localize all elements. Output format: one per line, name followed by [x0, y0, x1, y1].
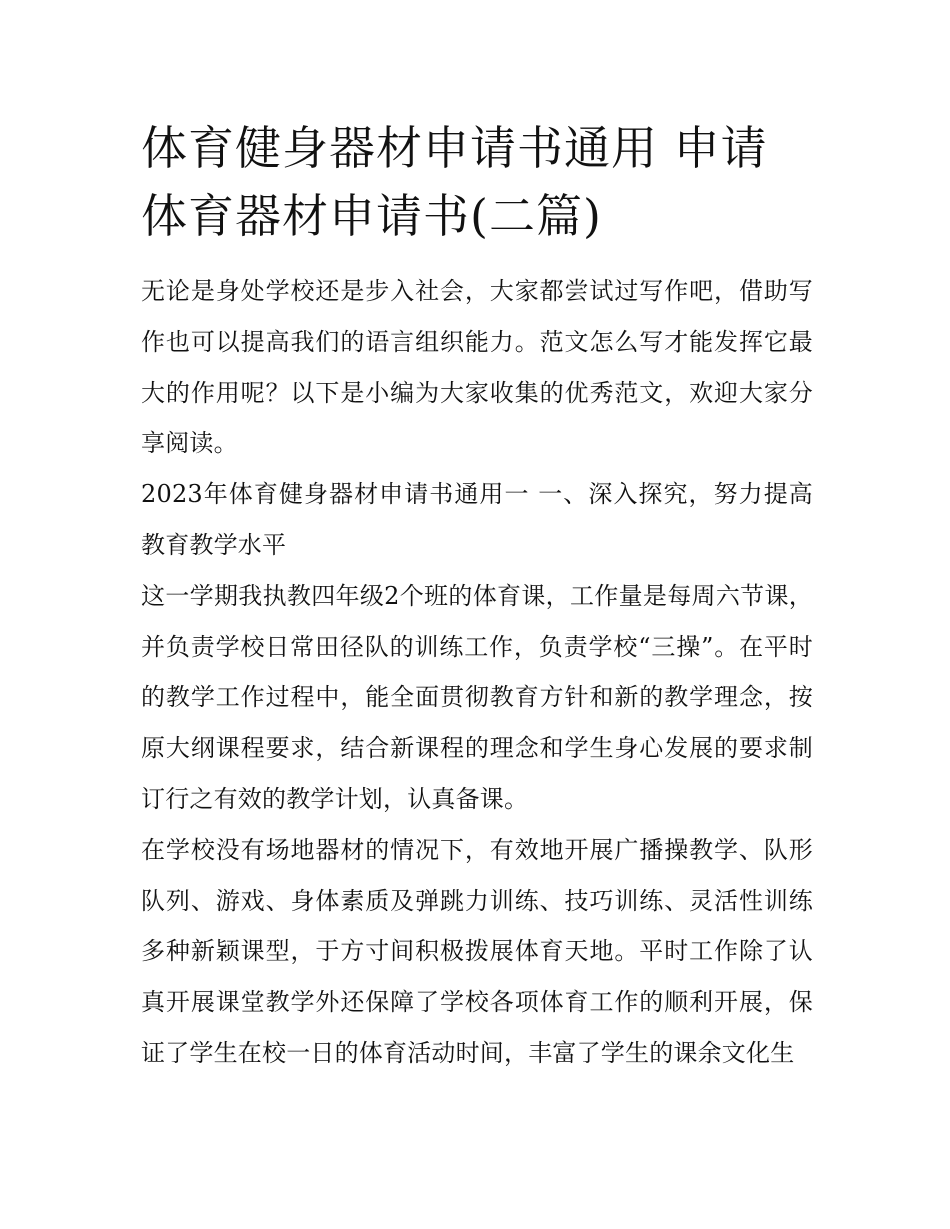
document-body: [141, 114, 813, 1079]
body-paragraph: 这一学期我执教四年级2个班的体育课，工作量是每周六节课，并负责学校日常田径队的训练工作，负责学校“三操”。在平时的教学工作过程中，能全面贯彻教育方针和新的教学理念，按原大纲课程要求，结合新课程的理念和学生身心发展的要求制订行之有效的教学计划，认真备课。: [141, 581, 813, 813]
intro-paragraph: 无论是身处学校还是步入社会，大家都尝试过写作吧，借助写作也可以提高我们的语言组织能力。范文怎么写才能发挥它最大的作用呢？以下是小编为大家收集的优秀范文，欢迎大家分享阅读。: [141, 277, 813, 458]
body-paragraph: 在学校没有场地器材的情况下，有效地开展广播操教学、队形队列、游戏、身体素质及弹跳力训练、技巧训练、灵活性训练多种新颖课型，于方寸间积极拨展体育天地。平时工作除了认真开展课堂教学外还保障了学校各项体育工作的顺利开展，保证了学生在校一日的体育活动时间，丰富了学生的课余文化生: [141, 835, 813, 1067]
section-heading: 2023年体育健身器材申请书通用一 一、深入探究，努力提高教育教学水平: [141, 480, 813, 559]
document-title: 体育健身器材申请书通用 申请体育器材申请书(二篇): [141, 121, 768, 243]
